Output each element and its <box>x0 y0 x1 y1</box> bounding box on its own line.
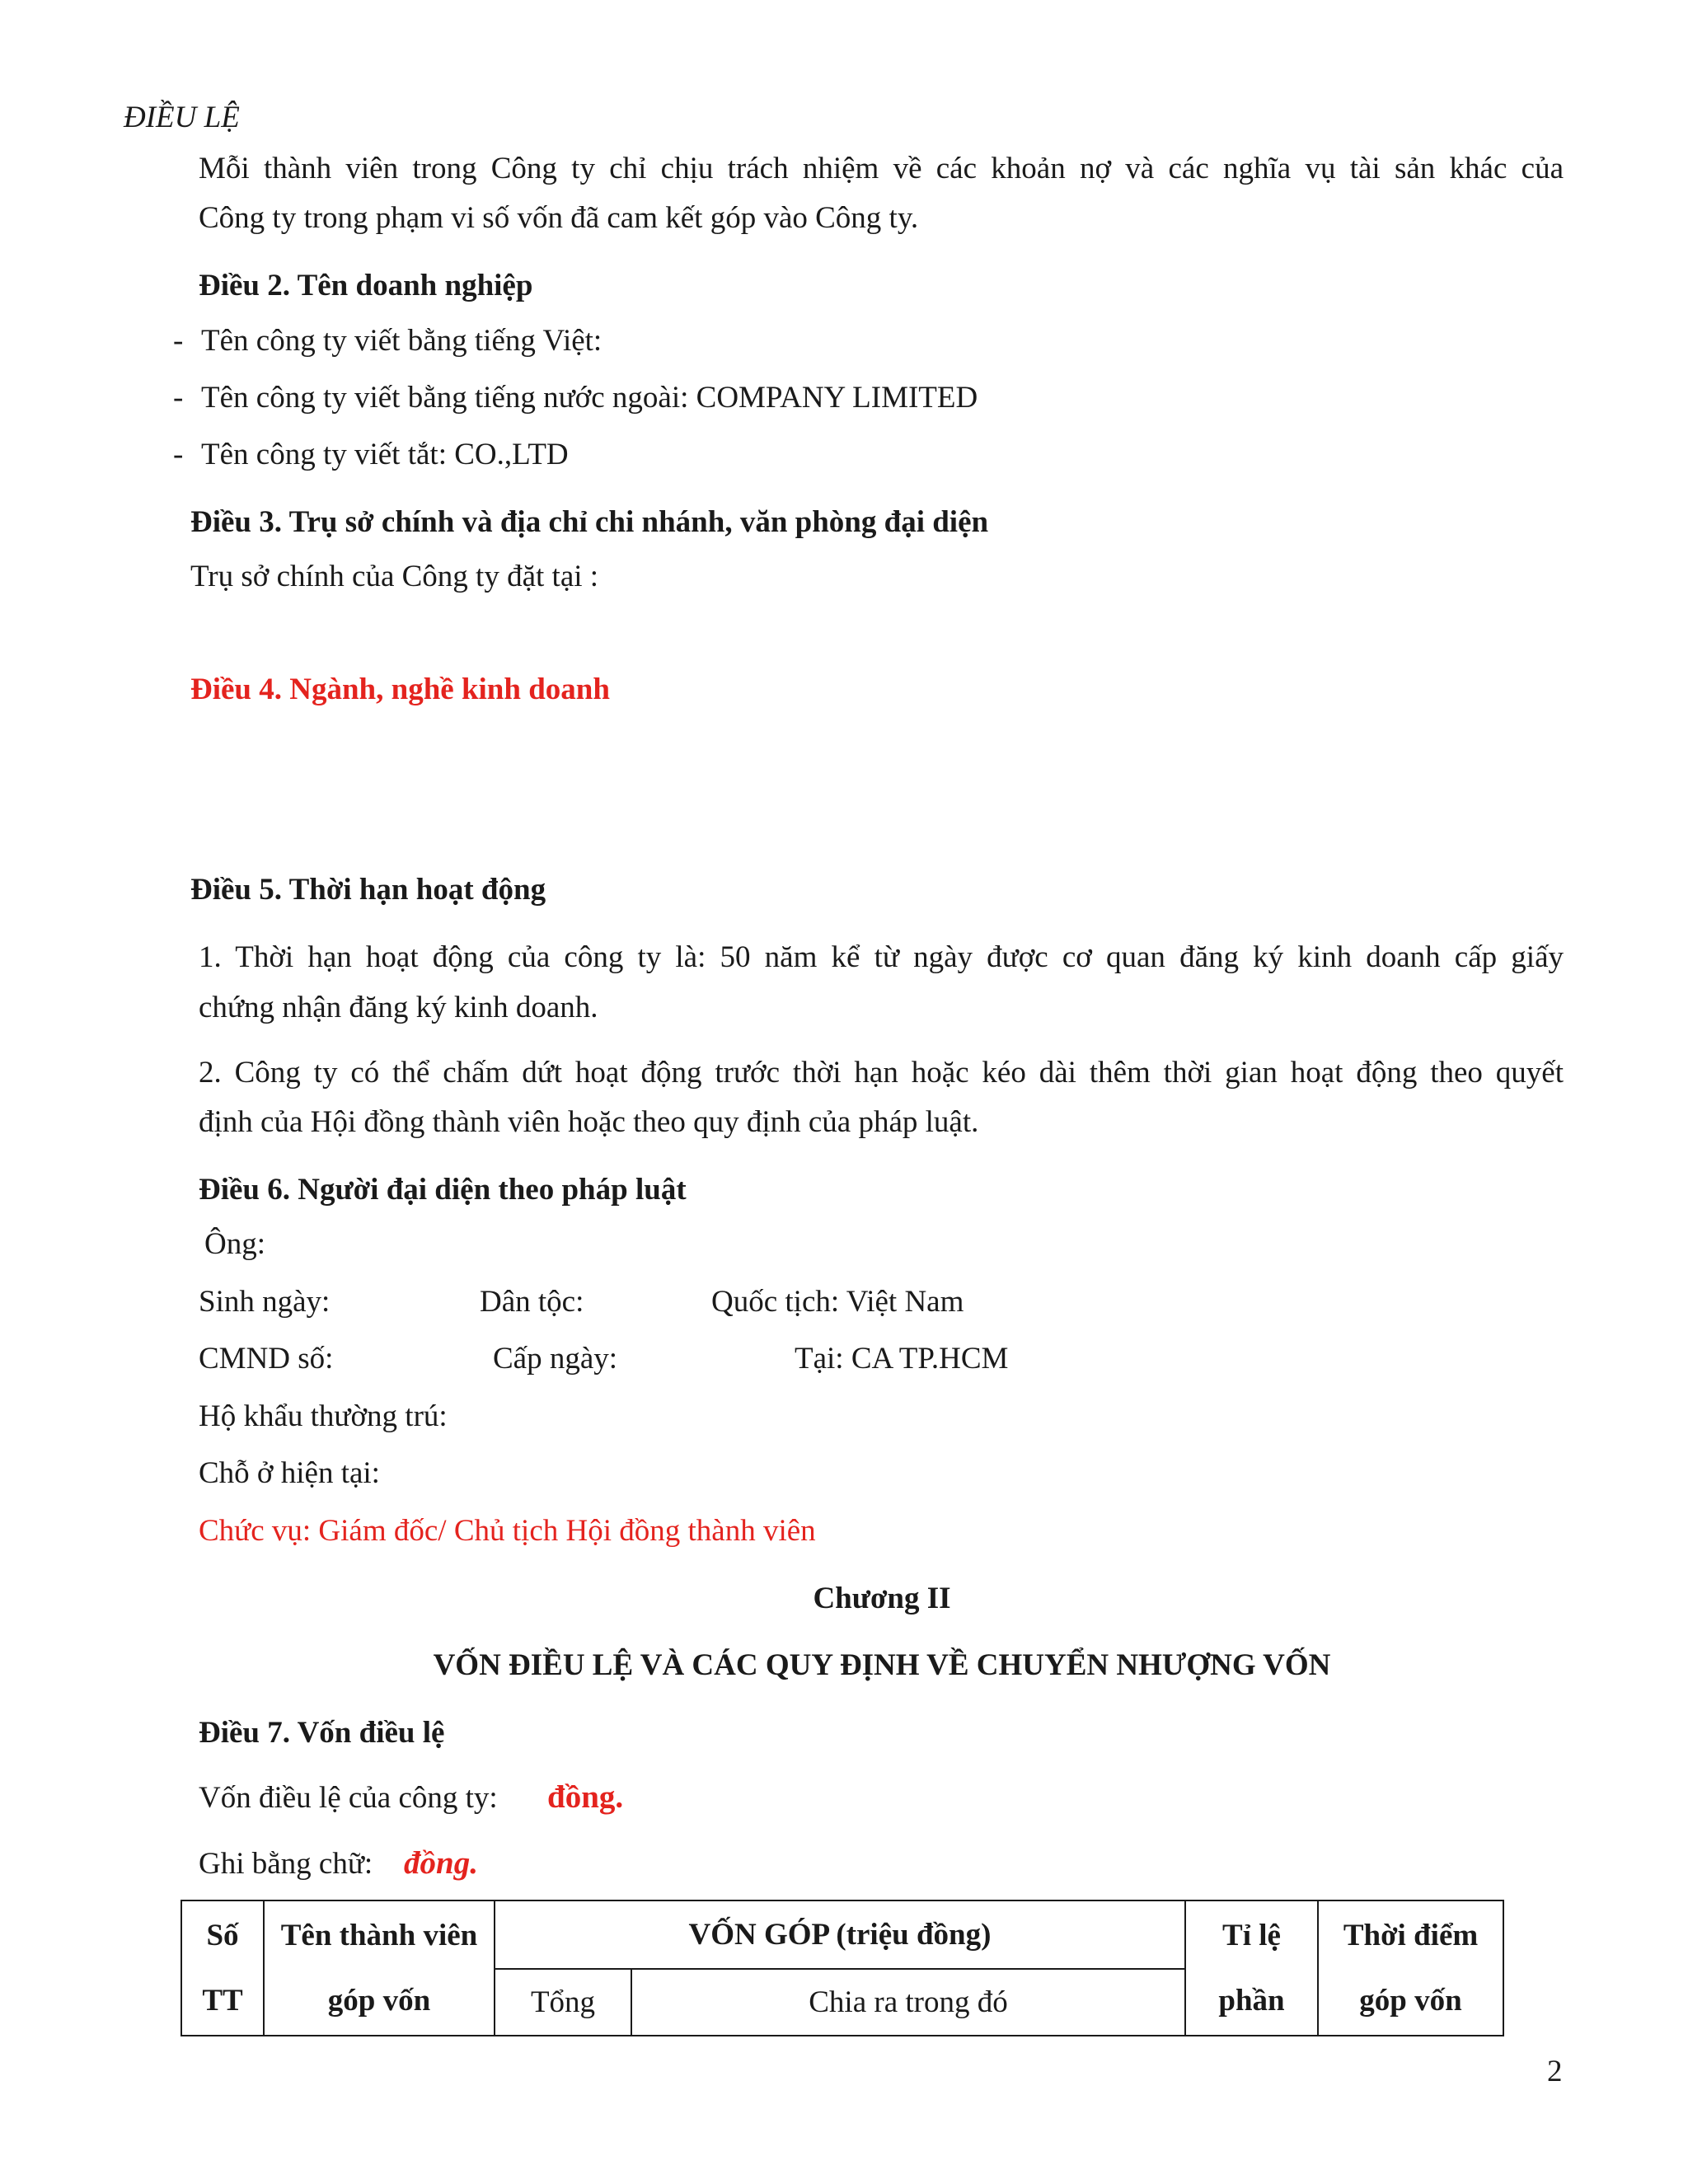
article-3-heading: Điều 3. Trụ sở chính và địa chỉ chi nhánh, văn phòng đại diện <box>190 505 989 539</box>
list-bullet: - <box>173 381 184 415</box>
page-number: 2 <box>1547 2055 1563 2088</box>
article-3-text: Trụ sở chính của Công ty đặt tại : <box>190 560 599 593</box>
column-header-member-name <box>264 1900 495 2036</box>
list-item: Tên công ty viết bằng tiếng nước ngoài: COMPANY LIMITED <box>201 381 978 415</box>
column-header-stt <box>181 1900 264 2036</box>
ratio-line-1: Tỉ lệ <box>1222 1919 1281 1952</box>
column-header-total: Tổng <box>495 1969 631 2036</box>
article-2-heading: Điều 2. Tên doanh nghiệp <box>199 269 533 302</box>
article-5-heading: Điều 5. Thời hạn hoạt động <box>190 873 546 907</box>
article-5-p1-line-1: 1. Thời hạn hoạt động của công ty là: 50 năm kể từ ngày được cơ quan đăng ký kinh doanh cấp giấy <box>199 940 1564 974</box>
intro-line-1: Mỗi thành viên trong Công ty chỉ chịu trách nhiệm về các khoản nợ và các nghĩa vụ tài sản khác của <box>199 152 1564 185</box>
intro-line-2: Công ty trong phạm vi số vốn đã cam kết góp vào Công ty. <box>199 201 919 235</box>
id-issued-place: Tại: CA TP.HCM <box>795 1342 1009 1376</box>
contribution-time-line-2: góp vốn <box>1359 1984 1462 2018</box>
running-title: ĐIỀU LỆ <box>124 101 240 134</box>
permanent-residence: Hộ khẩu thường trú: <box>199 1399 448 1433</box>
representative-position: Chức vụ: Giám đốc/ Chủ tịch Hội đồng thành viên <box>199 1514 816 1548</box>
ethnicity: Dân tộc: <box>480 1285 584 1319</box>
article-5-p2-line-2: định của Hội đồng thành viên hoặc theo quy định của pháp luật. <box>199 1105 979 1139</box>
member-name-line-1: Tên thành viên <box>280 1919 478 1952</box>
capital-contribution-table <box>181 1900 1504 2036</box>
column-header-capital: VỐN GÓP (triệu đồng) <box>495 1900 1185 1969</box>
article-6-heading: Điều 6. Người đại diện theo pháp luật <box>199 1173 687 1207</box>
stt-line-1: Số <box>206 1919 239 1952</box>
article-7-heading: Điều 7. Vốn điều lệ <box>199 1716 445 1750</box>
list-bullet: - <box>173 324 184 358</box>
capital-words-label: Ghi bằng chữ: <box>199 1847 373 1881</box>
chapter-title: VỐN ĐIỀU LỆ VÀ CÁC QUY ĐỊNH VỀ CHUYỂN NHƯỢNG VỐN <box>433 1648 1331 1682</box>
id-number: CMND số: <box>199 1342 334 1376</box>
column-header-ratio <box>1185 1900 1318 2036</box>
contribution-time-line-1: Thời điểm <box>1343 1919 1479 1952</box>
article-5-p2-line-1: 2. Công ty có thể chấm dứt hoạt động trước thời hạn hoặc kéo dài thêm thời gian hoạt động theo quyết <box>199 1056 1564 1090</box>
list-item: Tên công ty viết tắt: CO.,LTD <box>201 438 569 471</box>
stt-line-2: TT <box>202 1984 243 2018</box>
article-4-heading: Điều 4. Ngành, nghề kinh doanh <box>190 673 610 706</box>
list-bullet: - <box>173 438 184 471</box>
id-issued-date: Cấp ngày: <box>493 1342 618 1376</box>
chapter-label: Chương II <box>813 1582 951 1615</box>
ratio-line-2: phần <box>1218 1984 1285 2018</box>
capital-unit: đồng. <box>547 1779 624 1815</box>
column-header-contribution-time <box>1318 1900 1503 2036</box>
list-item: Tên công ty viết bằng tiếng Việt: <box>201 324 603 358</box>
article-5-p1-line-2: chứng nhận đăng ký kinh doanh. <box>199 991 598 1024</box>
column-header-breakdown: Chia ra trong đó <box>631 1969 1185 2036</box>
current-address: Chỗ ở hiện tại: <box>199 1456 380 1490</box>
member-name-line-2: góp vốn <box>327 1984 431 2018</box>
capital-words-unit: đồng. <box>404 1845 478 1881</box>
nationality: Quốc tịch: Việt Nam <box>711 1285 964 1319</box>
representative-name: Ông: <box>204 1227 265 1261</box>
capital-label: Vốn điều lệ của công ty: <box>199 1781 498 1815</box>
birth-date: Sinh ngày: <box>199 1285 331 1319</box>
